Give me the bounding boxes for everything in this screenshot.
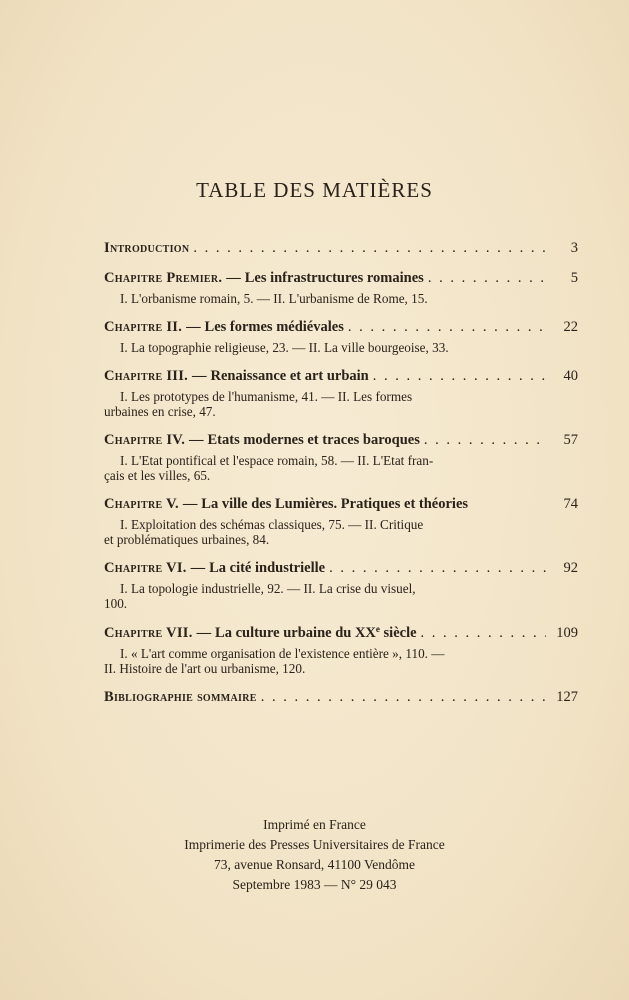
entry-topic: Etats modernes et traces baroques bbox=[207, 432, 420, 448]
entry-subsections-continued: II. Histoire de l'art ou urbanisme, 120. bbox=[104, 661, 306, 676]
entry-label: Chapitre IV. — bbox=[104, 432, 204, 448]
entry-page: 57 bbox=[563, 432, 578, 448]
colophon-line: 73, avenue Ronsard, 41100 Vendôme bbox=[214, 857, 415, 872]
leader-dots bbox=[193, 240, 546, 257]
leader-dots bbox=[424, 432, 546, 449]
leader-dots bbox=[421, 625, 546, 642]
entry-label: Chapitre VI. — bbox=[104, 560, 206, 576]
entry-label: Chapitre II. — bbox=[104, 319, 201, 335]
colophon-line: Septembre 1983 — N° 29 043 bbox=[232, 877, 397, 892]
entry-page: 109 bbox=[556, 625, 578, 641]
entry-topic: Les infrastructures romaines bbox=[244, 270, 424, 286]
entry-page: 3 bbox=[570, 240, 578, 256]
entry-page: 40 bbox=[563, 368, 578, 384]
colophon-line: Imprimé en France bbox=[263, 817, 366, 832]
toc-entry-chapter-5 bbox=[104, 496, 578, 547]
leader-dots bbox=[428, 270, 546, 287]
entry-subsections: I. La topographie religieuse, 23. — II. La ville bourgeoise, 33. bbox=[120, 340, 449, 355]
entry-subsections: I. L'orbanisme romain, 5. — II. L'urbanisme de Rome, 15. bbox=[120, 291, 428, 306]
toc-entry-bibliography bbox=[104, 689, 578, 706]
entry-page: 92 bbox=[563, 560, 578, 576]
entry-page: 127 bbox=[556, 689, 578, 705]
entry-page: 5 bbox=[570, 270, 578, 286]
entry-subsections-continued: 100. bbox=[104, 596, 128, 611]
entry-label: Bibliographie sommaire bbox=[104, 689, 257, 705]
entry-subsections-continued: çais et les villes, 65. bbox=[104, 468, 211, 483]
toc-entry-chapter-4 bbox=[104, 432, 578, 483]
toc-entry-chapter-1 bbox=[104, 270, 578, 306]
leader-dots bbox=[373, 368, 546, 385]
leader-dots bbox=[348, 319, 546, 336]
entry-subsections: I. La topologie industrielle, 92. — II. La crise du visuel, bbox=[120, 581, 416, 596]
entry-subsections: I. Les prototypes de l'humanisme, 41. — II. Les formes bbox=[120, 389, 413, 404]
entry-subsections: I. L'Etat pontifical et l'espace romain, 58. — II. L'Etat fran- bbox=[120, 453, 434, 468]
entry-page: 22 bbox=[563, 319, 578, 335]
toc-entry-chapter-6 bbox=[104, 560, 578, 611]
entry-label: Chapitre III. — bbox=[104, 368, 207, 384]
leader-dots bbox=[329, 560, 546, 577]
entry-topic: Les formes médiévales bbox=[204, 319, 344, 335]
toc-entry-chapter-7 bbox=[104, 624, 578, 676]
superscript-e: e bbox=[375, 624, 380, 634]
page-title: TABLE DES MATIÈRES bbox=[196, 178, 433, 202]
colophon-line: Imprimerie des Presses Universitaires de France bbox=[184, 837, 445, 852]
entry-topic: La ville des Lumières. Pratiques et théories bbox=[201, 496, 469, 512]
leader-dots bbox=[261, 689, 546, 706]
toc-entry-chapter-3 bbox=[104, 368, 578, 419]
entry-subsections-continued: et problématiques urbaines, 84. bbox=[104, 532, 270, 547]
entry-label: Introduction bbox=[104, 240, 190, 256]
toc-entry-introduction bbox=[104, 240, 578, 257]
entry-label: Chapitre Premier. — bbox=[104, 270, 242, 286]
toc-entry-chapter-2 bbox=[104, 319, 578, 355]
entry-topic: Renaissance et art urbain bbox=[210, 368, 369, 384]
entry-label: Chapitre VII. — bbox=[104, 625, 212, 641]
entry-subsections-continued: urbaines en crise, 47. bbox=[104, 404, 216, 419]
entry-subsections: I. « L'art comme organisation de l'existence entière », 110. — bbox=[120, 646, 445, 661]
entry-topic: La culture urbaine du XXe siècle bbox=[215, 624, 417, 641]
entry-page: 74 bbox=[563, 496, 578, 512]
entry-label: Chapitre V. — bbox=[104, 496, 198, 512]
entry-subsections: I. Exploitation des schémas classiques, 75. — II. Critique bbox=[120, 517, 424, 532]
table-of-contents bbox=[104, 240, 578, 719]
entry-topic: La cité industrielle bbox=[209, 560, 326, 576]
printer-colophon bbox=[0, 815, 629, 895]
